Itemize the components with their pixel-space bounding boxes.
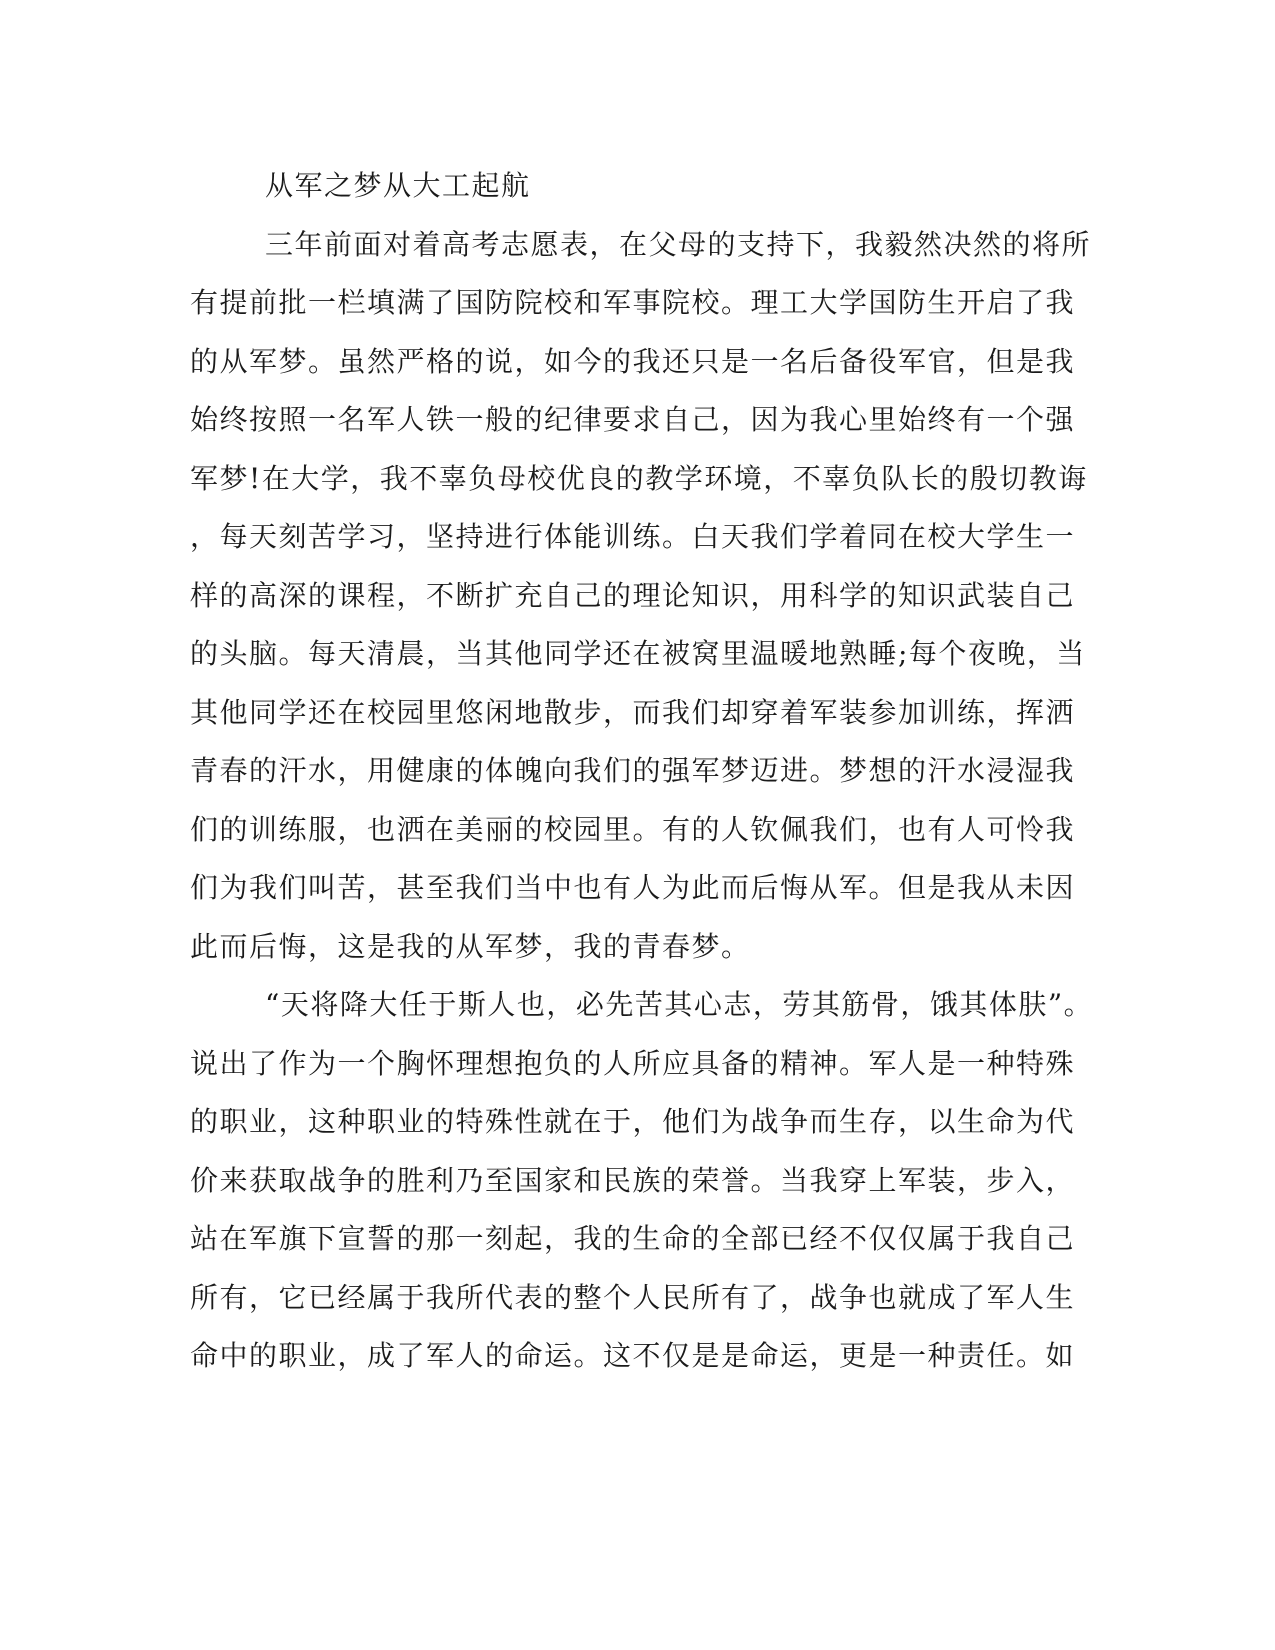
paragraph-1-line-6: ，每天刻苦学习，坚持进行体能训练。白天我们学着同在校大学生一	[190, 520, 1076, 553]
paragraph-2-line-5: 站在军旗下宣誓的那一刻起，我的生命的全部已经不仅仅属于我自己	[190, 1222, 1076, 1255]
paragraph-1-line-11: 们的训练服，也洒在美丽的校园里。有的人钦佩我们，也有人可怜我	[190, 813, 1076, 846]
paragraph-2-line-4: 价来获取战争的胜利乃至国家和民族的荣誉。当我穿上军装，步入，	[190, 1164, 1076, 1197]
paragraph-2-line-3: 的职业，这种职业的特殊性就在于，他们为战争而生存，以生命为代	[190, 1105, 1076, 1138]
paragraph-1-line-2: 有提前批一栏填满了国防院校和军事院校。理工大学国防生开启了我	[190, 286, 1076, 319]
paragraph-1-line-5: 军梦!在大学，我不辜负母校优良的教学环境，不辜负队长的殷切教诲	[190, 462, 1088, 495]
paragraph-1-line-13: 此而后悔，这是我的从军梦，我的青春梦。	[190, 930, 751, 963]
paragraph-2-line-1: “天将降大任于斯人也，必先苦其心志，劳其筋骨，饿其体肤”。	[265, 988, 1094, 1021]
paragraph-2-line-2: 说出了作为一个胸怀理想抱负的人所应具备的精神。军人是一种特殊	[190, 1047, 1076, 1080]
paragraph-2-line-6: 所有，它已经属于我所代表的整个人民所有了，战争也就成了军人生	[190, 1281, 1076, 1314]
paragraph-1-line-4: 始终按照一名军人铁一般的纪律要求自己，因为我心里始终有一个强	[190, 403, 1076, 436]
paragraph-1-line-8: 的头脑。每天清晨，当其他同学还在被窝里温暖地熟睡;每个夜晚，当	[190, 637, 1086, 670]
paragraph-1-line-12: 们为我们叫苦，甚至我们当中也有人为此而后悔从军。但是我从未因	[190, 871, 1076, 904]
paragraph-1-line-10: 青春的汗水，用健康的体魄向我们的强军梦迈进。梦想的汗水浸湿我	[190, 754, 1076, 787]
paragraph-1-line-9: 其他同学还在校园里悠闲地散步，而我们却穿着军装参加训练，挥洒	[190, 696, 1076, 729]
paragraph-1-line-7: 样的高深的课程，不断扩充自己的理论知识，用科学的知识武装自己	[190, 579, 1076, 612]
document-title: 从军之梦从大工起航	[265, 169, 531, 202]
paragraph-1-line-3: 的从军梦。虽然严格的说，如今的我还只是一名后备役军官，但是我	[190, 345, 1076, 378]
paragraph-1-line-1: 三年前面对着高考志愿表，在父母的支持下，我毅然决然的将所	[265, 228, 1092, 261]
paragraph-2-line-7: 命中的职业，成了军人的命运。这不仅是是命运，更是一种责任。如	[190, 1339, 1076, 1372]
